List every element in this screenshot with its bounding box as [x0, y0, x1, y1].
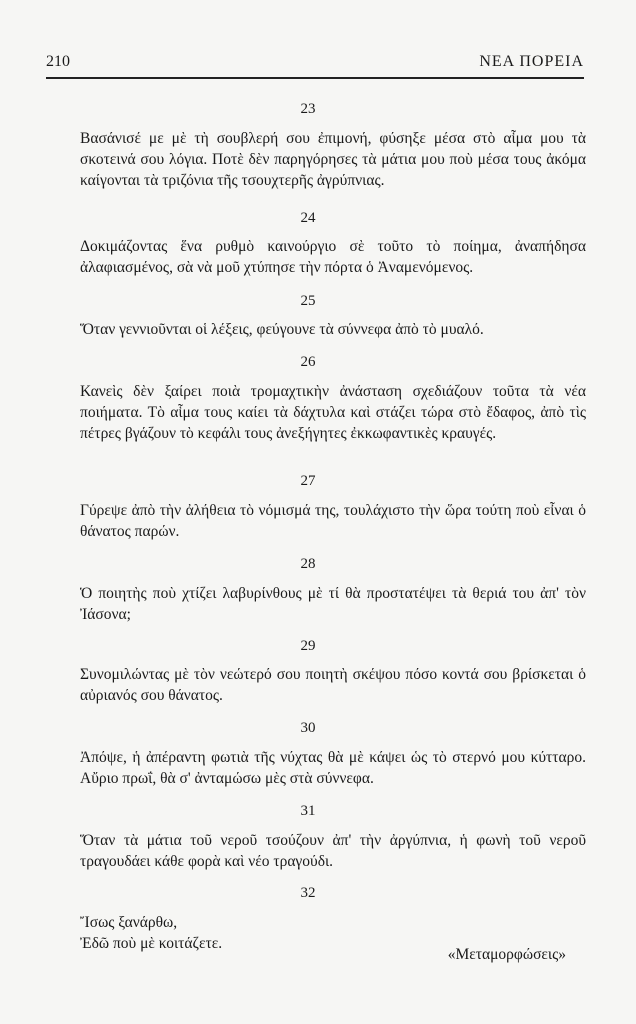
poem-text: Ὁ ποιητὴς ποὺ χτίζει λαβυρίνθους μὲ τί θὰ προστατέψει τὰ θεριά του ἀπ' τὸν Ἰάσονα; [80, 585, 586, 623]
poem-number: 26 [300, 354, 316, 370]
poem-text: Γύρεψε ἀπὸ τὴν ἀλήθεια τὸ νόμισμά της, τουλάχιστο τὴν ὥρα τούτη ποὺ εἶναι ὁ θάνατος παρών. [80, 502, 586, 540]
poem-number: 31 [300, 803, 316, 819]
page-number: 210 [46, 53, 70, 70]
poem-text: Βασάνισέ με μὲ τὴ σουβλερή σου ἐπιμονή, φύσηξε μέσα στὸ αἷμα μου τὰ σκοτεινά σου λόγια. Ποτὲ δὲν παρηγόρησες τὰ μάτια μου ποὺ μέσα τους ἀκόμα καίγονται τὰ τριζόνια τῆς τσουχτερῆς ἀγρύπνιας. [80, 130, 586, 189]
poem-number: 23 [300, 101, 316, 117]
source-citation: «Μεταμορφώσεις» [447, 946, 566, 963]
poem-line: Ἴσως ξανάρθω, [80, 914, 178, 931]
poem-number: 28 [300, 556, 316, 572]
poem-line: Ἐδῶ ποὺ μὲ κοιτάζετε. [80, 935, 223, 952]
poem-number: 27 [300, 473, 316, 489]
poem-text: Ὅταν τὰ μάτια τοῦ νεροῦ τσούζουν ἀπ' τὴν ἀργύπνια, ἡ φωνὴ τοῦ νεροῦ τραγουδάει κάθε φορὰ καὶ νέο τραγούδι. [80, 832, 586, 870]
poem-text: Κανεὶς δὲν ξαίρει ποιὰ τρομαχτικὴν ἀνάσταση σχεδιάζουν τοῦτα τὰ νέα ποιήματα. Τὸ αἷμα τους καίει τὰ δάχτυλα καὶ στάζει τώρα στὸ ἔδαφος, ἀπὸ τὶς πέτρες βγάζουν τὸ κεφάλι τους ἀνεξήγητες ἐκκωφαντικὲς κραυγές. [80, 383, 586, 442]
poem-text: Συνομιλώντας μὲ τὸν νεώτερό σου ποιητὴ σκέψου πόσο κοντά σου βρίσκεται ὁ αὐριανός σου θάνατος. [80, 666, 586, 704]
poem-number: 32 [300, 885, 316, 901]
poem-number: 29 [300, 638, 316, 654]
poem-text: Δοκιμάζοντας ἕνα ρυθμὸ καινούργιο σὲ τοῦτο τὸ ποίημα, ἀναπήδησα ἀλαφιασμένος, σὰ νὰ μοῦ χτύπησε τὴν πόρτα ὁ Ἀναμενόμενος. [80, 238, 586, 276]
page-header [46, 50, 584, 78]
poem-number: 25 [300, 293, 316, 309]
journal-title: ΝΕΑ ΠΟΡΕΙΑ [479, 53, 584, 70]
poem-number: 30 [300, 720, 316, 736]
poem-text: Ἀπόψε, ἡ ἀπέραντη φωτιὰ τῆς νύχτας θὰ μὲ κάψει ὡς τὸ στερνό μου κύτταρο. Αὔριο πρωΐ, θὰ σ' ἀνταμώσω μὲς στὰ σύννεφα. [80, 749, 586, 787]
poem-text: Ὅταν γεννιοῦνται οἱ λέξεις, φεύγουνε τὰ σύννεφα ἀπὸ τὸ μυαλό. [80, 321, 484, 338]
header-rule [46, 77, 584, 79]
poem-number: 24 [300, 210, 316, 226]
